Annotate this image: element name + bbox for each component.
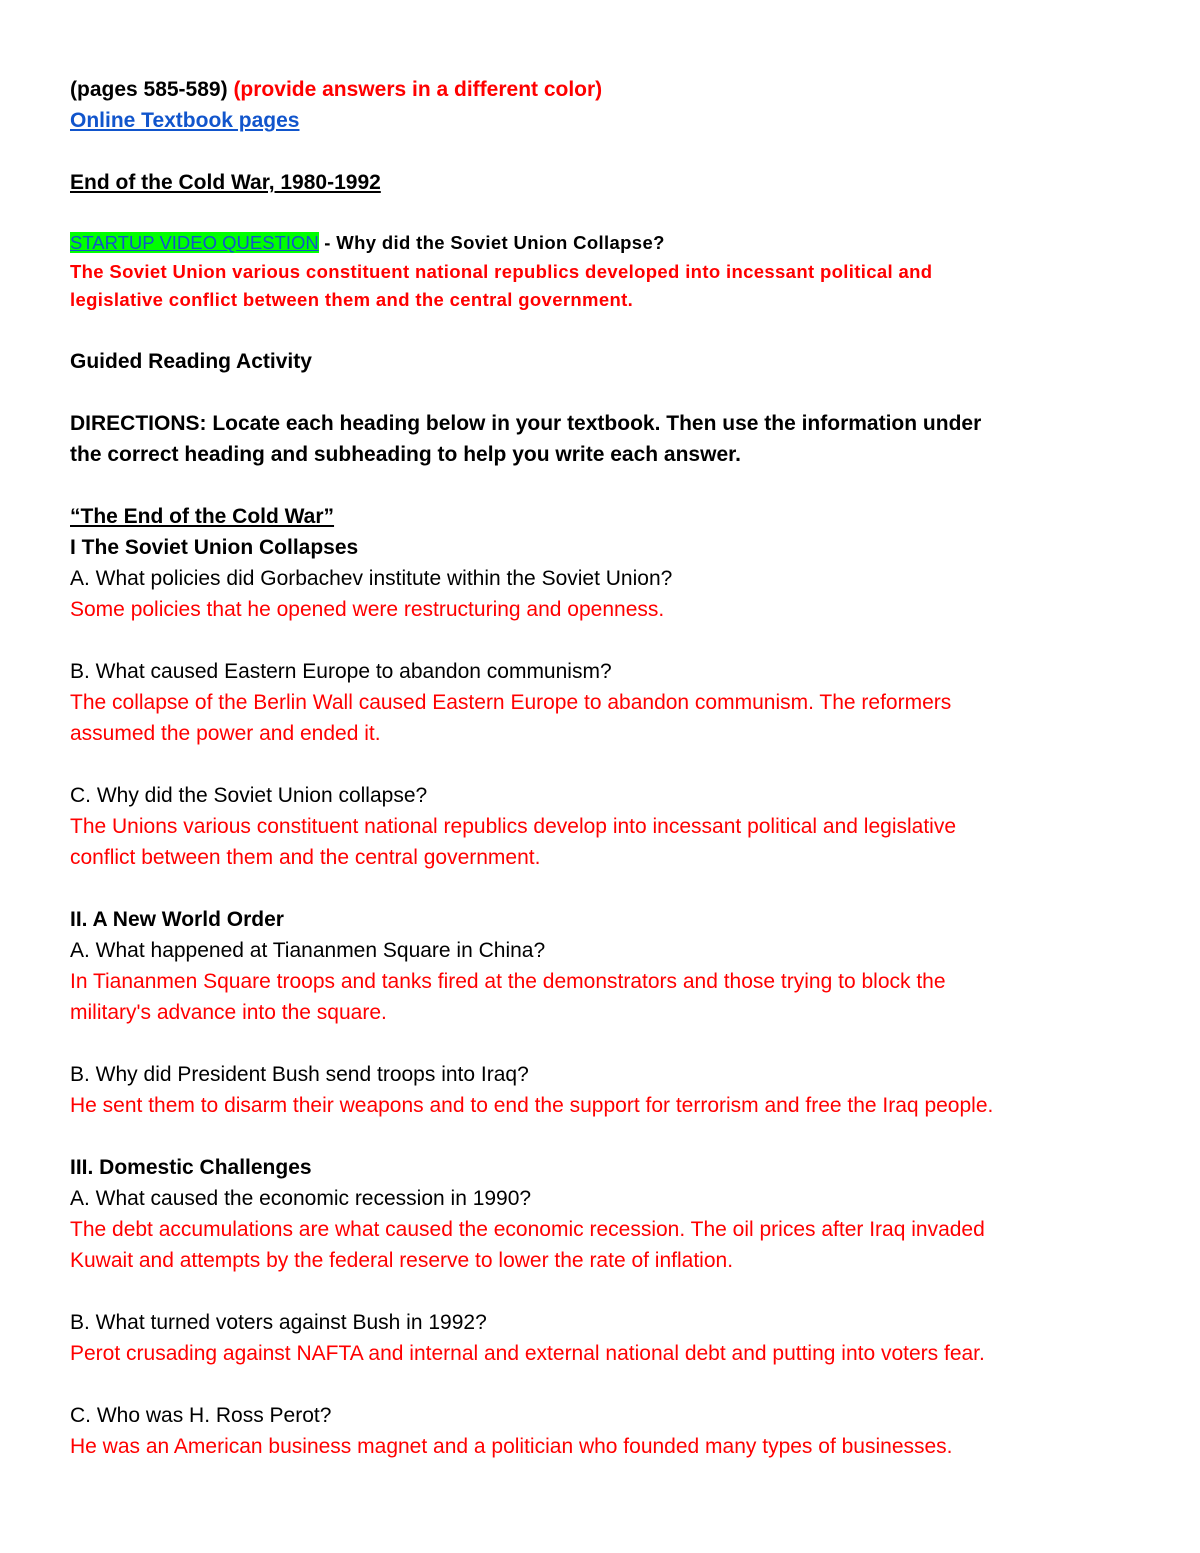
document-title: End of the Cold War, 1980-1992	[70, 171, 381, 194]
document-page	[70, 74, 1140, 1462]
section-heading: II. A New World Order	[70, 907, 284, 931]
activity-title: Guided Reading Activity	[70, 349, 312, 373]
answer-color-instruction: (provide answers in a different color)	[233, 78, 603, 101]
startup-answer-line-1: The Soviet Union various constituent national republics developed into incessant political and	[70, 260, 933, 282]
answer: Perot crusading against NAFTA and internal and external national debt and putting into voters fear.	[70, 1341, 985, 1365]
answer: In Tiananmen Square troops and tanks fired at the demonstrators and those trying to block the	[70, 969, 946, 993]
question: C. Why did the Soviet Union collapse?	[70, 783, 428, 807]
answer: He was an American business magnet and a politician who founded many types of businesses.	[70, 1434, 953, 1458]
startup-question	[70, 229, 1140, 258]
answer: He sent them to disarm their weapons and to end the support for terrorism and free the Iraq people.	[70, 1093, 994, 1117]
answer: The Unions various constituent national republics develop into incessant political and legislative	[70, 814, 957, 838]
answer: Some policies that he opened were restructuring and openness.	[70, 597, 665, 621]
question: A. What caused the economic recession in 1990?	[70, 1186, 532, 1210]
directions-line-1: DIRECTIONS: Locate each heading below in your textbook. Then use the information under	[70, 411, 982, 435]
answer: The debt accumulations are what caused the economic recession. The oil prices after Iraq invaded	[70, 1217, 985, 1241]
startup-answer-line-2: legislative conflict between them and the central government.	[70, 289, 634, 310]
question: A. What happened at Tiananmen Square in China?	[70, 938, 546, 962]
answer: conflict between them and the central government.	[70, 845, 541, 869]
question: C. Who was H. Ross Perot?	[70, 1403, 332, 1427]
pages-line	[70, 74, 1140, 105]
answer: The collapse of the Berlin Wall caused Eastern Europe to abandon communism. The reformers	[70, 690, 952, 714]
answer: military's advance into the square.	[70, 1000, 387, 1024]
answer: Kuwait and attempts by the federal reserve to lower the rate of inflation.	[70, 1248, 734, 1272]
chapter-title: “The End of the Cold War”	[70, 504, 335, 528]
answer: assumed the power and ended it.	[70, 721, 381, 745]
section-heading: III. Domestic Challenges	[70, 1155, 312, 1179]
question: B. Why did President Bush send troops into Iraq?	[70, 1062, 529, 1086]
startup-video-label[interactable]: STARTUP VIDEO QUESTION	[70, 232, 319, 253]
directions-line-2: the correct heading and subheading to help you write each answer.	[70, 442, 741, 466]
startup-dash: -	[318, 232, 337, 253]
startup-question-text: Why did the Soviet Union Collapse?	[336, 232, 665, 253]
question: A. What policies did Gorbachev institute within the Soviet Union?	[70, 566, 673, 590]
question: B. What caused Eastern Europe to abandon communism?	[70, 659, 612, 683]
section-heading: I The Soviet Union Collapses	[70, 535, 359, 559]
online-textbook-link[interactable]: Online Textbook pages	[70, 109, 300, 132]
page-range: (pages 585-589)	[70, 78, 228, 101]
question: B. What turned voters against Bush in 1992?	[70, 1310, 487, 1334]
